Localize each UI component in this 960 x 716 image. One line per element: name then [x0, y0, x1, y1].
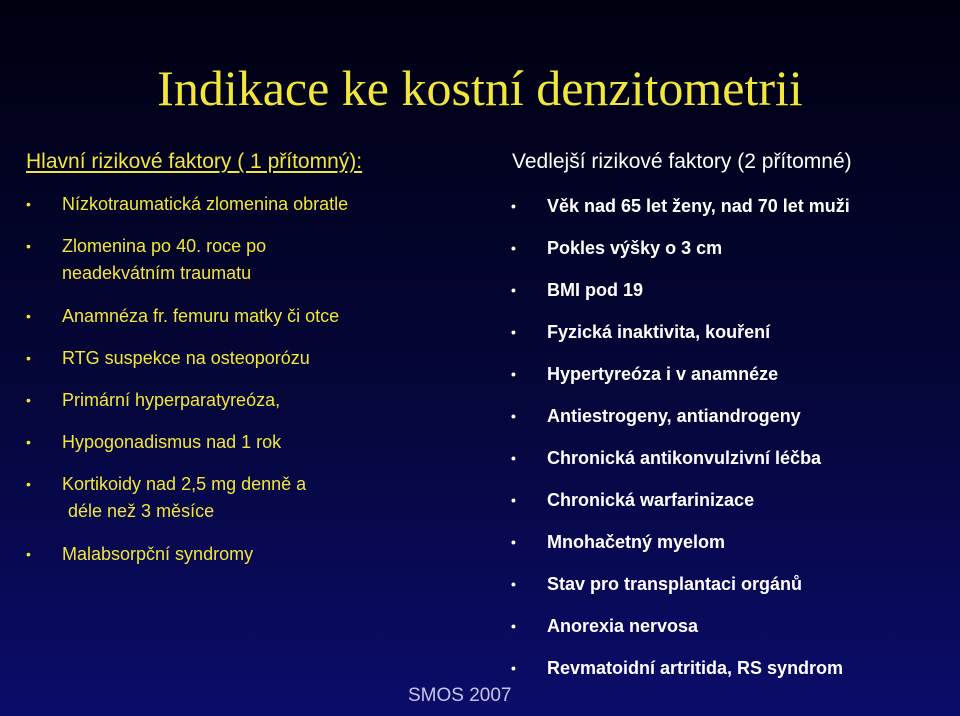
list-item [511, 362, 779, 386]
list-item [511, 320, 771, 344]
list-item [26, 471, 307, 497]
list-item [511, 236, 723, 260]
bullet-icon: • [26, 476, 31, 492]
list-item-text: déle než 3 měsíce [68, 501, 215, 521]
list-item-text: Zlomenina po 40. roce po [62, 236, 267, 256]
list-item [26, 303, 340, 329]
bullet-icon: • [26, 308, 31, 324]
list-item-text: Malabsorpční syndromy [62, 544, 254, 564]
bullet-icon: • [26, 238, 31, 254]
list-item-text: Anorexia nervosa [547, 616, 699, 636]
list-item-text: Revmatoidní artritida, RS syndrom [547, 658, 844, 678]
list-item [511, 446, 822, 470]
list-item-text: Primární hyperparatyreóza, [62, 390, 281, 410]
list-item-text: Věk nad 65 let ženy, nad 70 let muži [547, 196, 850, 216]
slide-title: Indikace ke kostní denzitometrii [157, 60, 803, 116]
list-item-text: RTG suspekce na osteoporózu [62, 348, 310, 368]
bullet-icon: • [511, 660, 516, 676]
list-item-text: Stav pro transplantaci orgánů [547, 574, 803, 594]
minor-risk-factors-heading: Vedlejší rizikové faktory (2 přítomné) [512, 150, 852, 173]
bullet-icon: • [26, 392, 31, 408]
list-item [511, 614, 699, 638]
list-item-continuation [62, 260, 251, 286]
list-item [511, 404, 801, 428]
list-item [511, 278, 644, 302]
bullet-icon: • [511, 408, 516, 424]
bullet-icon: • [511, 534, 516, 550]
bullet-icon: • [26, 546, 31, 562]
list-item-text: Chronická antikonvulzivní léčba [547, 448, 822, 468]
list-item-text: Chronická warfarinizace [547, 490, 755, 510]
footer-text: SMOS 2007 [408, 685, 512, 706]
list-item-continuation [68, 498, 214, 524]
list-item-text: Hypogonadismus nad 1 rok [62, 432, 282, 452]
list-item [26, 233, 267, 259]
list-item-text: Anamnéza fr. femuru matky či otce [62, 306, 340, 326]
major-risk-factors-heading: Hlavní rizikové faktory ( 1 přítomný): [26, 150, 363, 173]
bullet-icon: • [511, 282, 516, 298]
list-item-text: Fyzická inaktivita, kouření [547, 322, 771, 342]
bullet-icon: • [511, 492, 516, 508]
list-item-text: Mnohačetný myelom [547, 532, 726, 552]
bullet-icon: • [511, 450, 516, 466]
list-item [511, 572, 803, 596]
bullet-icon: • [511, 576, 516, 592]
list-item [511, 656, 844, 680]
bullet-icon: • [511, 240, 516, 256]
list-item-text: Kortikoidy nad 2,5 mg denně a [62, 474, 307, 494]
list-item [511, 530, 726, 554]
list-item [26, 191, 349, 217]
list-item-text: Hypertyreóza i v anamnéze [547, 364, 779, 384]
bullet-icon: • [511, 198, 516, 214]
list-item-text: Pokles výšky o 3 cm [547, 238, 723, 258]
list-item [26, 387, 281, 413]
bullet-icon: • [511, 366, 516, 382]
bullet-icon: • [26, 196, 31, 212]
list-item [26, 429, 282, 455]
bullet-icon: • [26, 434, 31, 450]
list-item [511, 488, 755, 512]
bullet-icon: • [26, 350, 31, 366]
list-item-text: BMI pod 19 [547, 280, 644, 300]
list-item-text: Nízkotraumatická zlomenina obratle [62, 194, 349, 214]
list-item-text: Antiestrogeny, antiandrogeny [547, 406, 801, 426]
list-item-text: neadekvátním traumatu [62, 263, 252, 283]
list-item [26, 541, 254, 567]
bullet-icon: • [511, 324, 516, 340]
list-item [26, 345, 310, 371]
list-item [511, 194, 850, 218]
bullet-icon: • [511, 618, 516, 634]
